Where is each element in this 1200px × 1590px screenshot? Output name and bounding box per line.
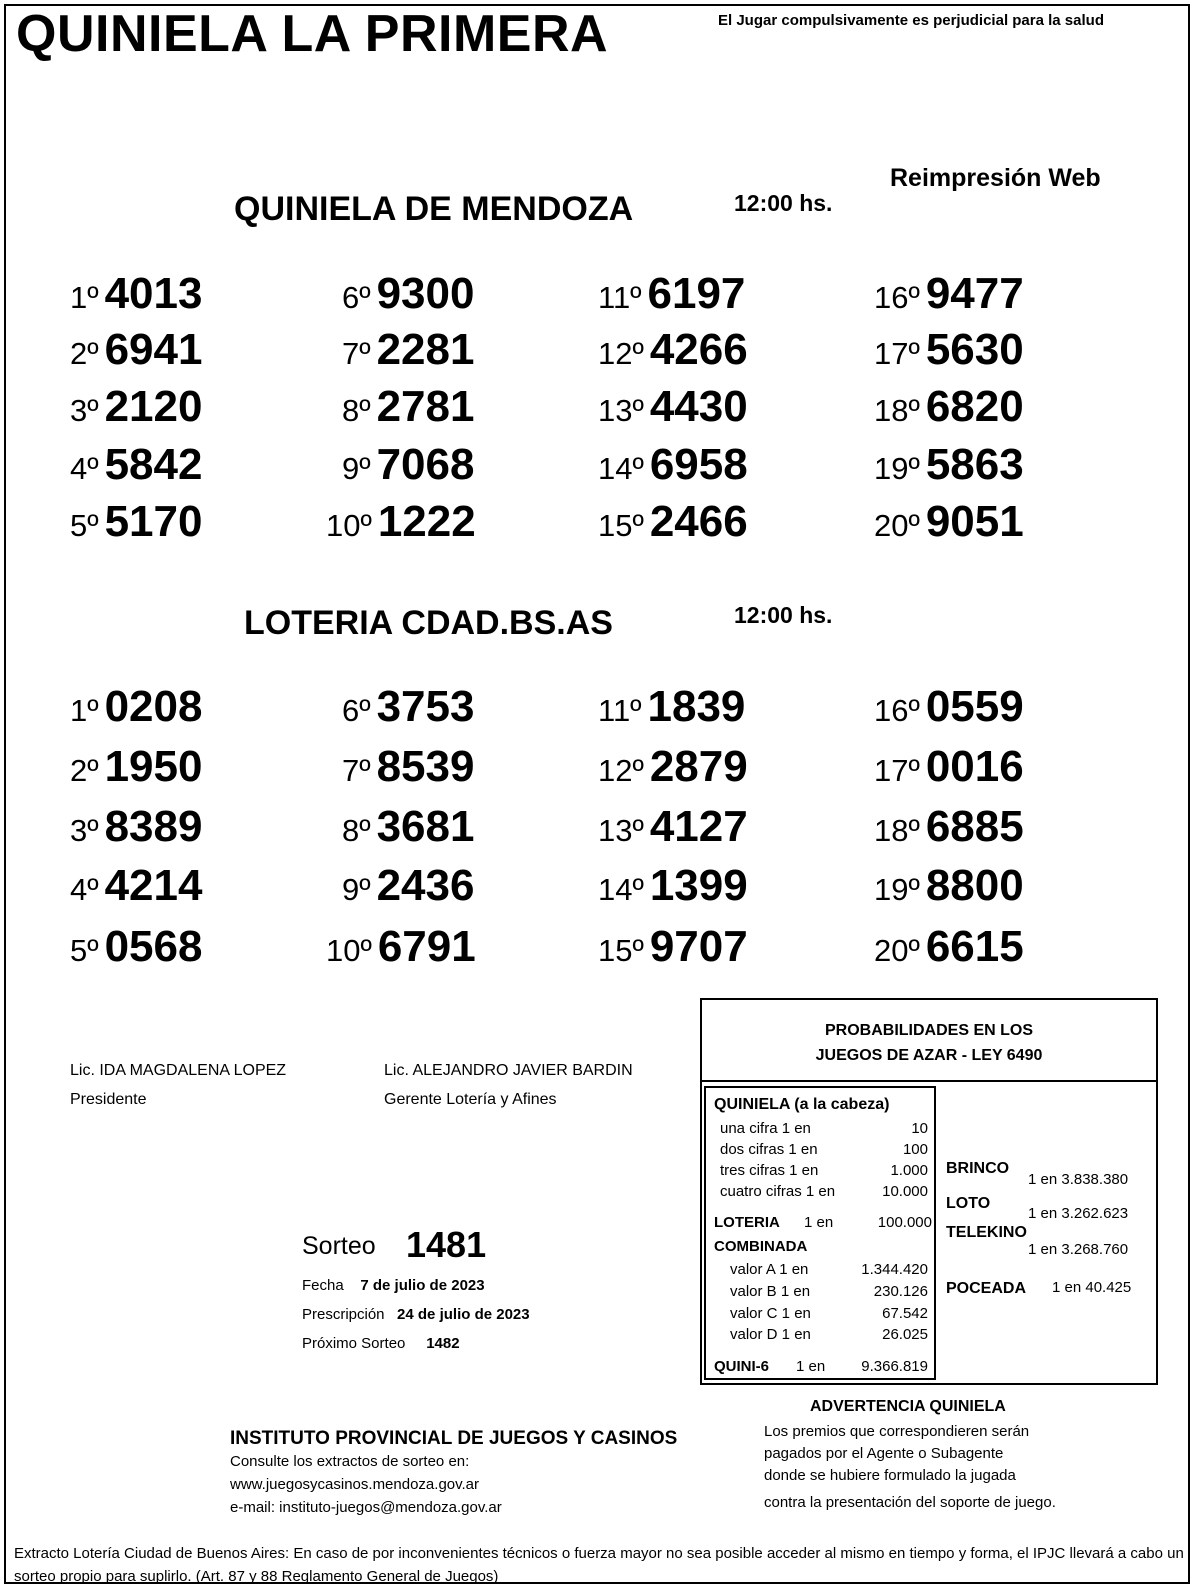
position-label: 18º	[874, 393, 920, 428]
reprint-label: Reimpresión Web	[890, 164, 1101, 192]
position-label: 12º	[598, 336, 644, 371]
result-number: 6941	[104, 325, 203, 374]
result-number: 6958	[649, 440, 748, 489]
combinada-row-3-value: 67.542	[882, 1305, 928, 1322]
loteria-result-11	[598, 682, 746, 731]
fecha-value: 7 de julio de 2023	[360, 1277, 485, 1294]
signature-2-role: Gerente Lotería y Afines	[384, 1091, 557, 1108]
loteria-result-16	[874, 682, 1024, 731]
prescripcion-label: Prescripción	[302, 1306, 385, 1323]
loteria-prob-label: LOTERIA	[714, 1214, 780, 1231]
result-number: 1950	[104, 742, 203, 791]
telekino-value: 1 en 3.268.760	[1028, 1241, 1129, 1258]
loteria-result-10	[326, 922, 476, 971]
quiniela-row-1-value: 10	[911, 1120, 928, 1137]
result-number: 2436	[376, 861, 475, 910]
position-label: 2º	[70, 336, 99, 371]
position-label: 7º	[342, 336, 371, 371]
poceada-label: POCEADA	[946, 1280, 1027, 1297]
fecha-line	[302, 1277, 485, 1294]
signature-1-role: Presidente	[70, 1091, 147, 1108]
result-number: 1399	[649, 861, 748, 910]
position-label: 19º	[874, 872, 920, 907]
position-label: 4º	[70, 872, 99, 907]
combinada-row-2-value: 230.126	[873, 1283, 928, 1300]
advertencia-line-2: pagados por el Agente o Subagente	[764, 1445, 1004, 1462]
mendoza-result-19	[874, 440, 1024, 489]
loteria-title: LOTERIA CDAD.BS.AS	[244, 604, 613, 642]
position-label: 8º	[342, 813, 371, 848]
result-number: 8539	[376, 742, 475, 791]
loteria-result-7	[342, 742, 475, 791]
position-label: 10º	[326, 933, 372, 968]
quiniela-row-4-label: cuatro cifras 1 en	[720, 1183, 836, 1200]
result-number: 9300	[376, 269, 475, 318]
position-label: 11º	[598, 693, 642, 728]
mendoza-result-13	[598, 382, 748, 431]
result-number: 1222	[377, 497, 476, 546]
position-label: 4º	[70, 451, 99, 486]
mendoza-result-5	[70, 497, 203, 546]
combinada-title: COMBINADA	[714, 1238, 808, 1255]
result-number: 5842	[104, 440, 203, 489]
position-label: 1º	[70, 693, 99, 728]
institute-website: www.juegosycasinos.mendoza.gov.ar	[230, 1476, 480, 1493]
position-label: 5º	[70, 508, 99, 543]
quini6-value: 9.366.819	[861, 1358, 928, 1375]
probabilities-title-2: JUEGOS DE AZAR - LEY 6490	[815, 1047, 1043, 1064]
combinada-row-1-label: valor A 1 en	[730, 1261, 809, 1278]
position-label: 6º	[342, 280, 371, 315]
result-number: 3753	[376, 682, 475, 731]
proximo-value: 1482	[426, 1335, 460, 1352]
loto-value: 1 en 3.262.623	[1028, 1205, 1129, 1222]
mendoza-result-3	[70, 382, 203, 431]
loteria-result-8	[342, 802, 475, 851]
loteria-result-6	[342, 682, 475, 731]
loteria-result-15	[598, 922, 748, 971]
position-label: 3º	[70, 813, 99, 848]
position-label: 19º	[874, 451, 920, 486]
result-number: 1839	[647, 682, 746, 731]
position-label: 9º	[342, 451, 371, 486]
loteria-prob-value: 100.000	[877, 1214, 932, 1231]
sorteo-label: Sorteo	[302, 1232, 376, 1260]
position-label: 9º	[342, 872, 371, 907]
position-label: 16º	[874, 280, 920, 315]
position-label: 18º	[874, 813, 920, 848]
position-label: 16º	[874, 693, 920, 728]
telekino-label: TELEKINO	[946, 1224, 1027, 1241]
mendoza-result-4	[70, 440, 203, 489]
position-label: 10º	[326, 508, 372, 543]
position-label: 14º	[598, 872, 644, 907]
result-number: 0208	[104, 682, 203, 731]
result-number: 2281	[376, 325, 475, 374]
mendoza-result-8	[342, 382, 475, 431]
result-number: 4013	[104, 269, 203, 318]
result-number: 9707	[649, 922, 748, 971]
mendoza-result-6	[342, 269, 475, 318]
advertencia-line-1: Los premios que correspondieren serán	[764, 1423, 1030, 1440]
position-label: 17º	[874, 753, 920, 788]
combinada-row-3-label: valor C 1 en	[730, 1305, 811, 1322]
result-number: 6885	[925, 802, 1024, 851]
result-number: 2879	[649, 742, 748, 791]
signature-2-name: Lic. ALEJANDRO JAVIER BARDIN	[384, 1062, 633, 1079]
probabilities-left-panel	[704, 1086, 936, 1380]
loteria-result-2	[70, 742, 203, 791]
mendoza-result-10	[326, 497, 476, 546]
mendoza-result-17	[874, 325, 1024, 374]
mendoza-result-14	[598, 440, 748, 489]
mendoza-result-7	[342, 325, 475, 374]
result-number: 9051	[925, 497, 1024, 546]
result-number: 2120	[104, 382, 203, 431]
result-number: 0568	[104, 922, 203, 971]
mendoza-result-18	[874, 382, 1024, 431]
position-label: 14º	[598, 451, 644, 486]
result-number: 5630	[925, 325, 1024, 374]
result-number: 0016	[925, 742, 1024, 791]
position-label: 12º	[598, 753, 644, 788]
quini6-mid: 1 en	[796, 1358, 826, 1375]
position-label: 20º	[874, 508, 920, 543]
quiniela-row-3-label: tres cifras 1 en	[720, 1162, 819, 1179]
result-number: 4127	[649, 802, 748, 851]
position-label: 13º	[598, 813, 644, 848]
loteria-result-13	[598, 802, 748, 851]
probabilities-box	[700, 998, 1158, 1385]
poceada-value: 1 en 40.425	[1052, 1279, 1132, 1296]
mendoza-result-2	[70, 325, 203, 374]
prescripcion-value: 24 de julio de 2023	[397, 1306, 530, 1323]
quiniela-row-2-label: dos cifras 1 en	[720, 1141, 818, 1158]
signature-1-name: Lic. IDA MAGDALENA LOPEZ	[70, 1062, 287, 1079]
result-number: 8389	[104, 802, 203, 851]
mendoza-title: QUINIELA DE MENDOZA	[234, 190, 634, 228]
position-label: 7º	[342, 753, 371, 788]
brinco-label: BRINCO	[946, 1160, 1010, 1177]
advertencia-line-4: contra la presentación del soporte de juego.	[764, 1494, 1056, 1511]
position-label: 15º	[598, 933, 644, 968]
position-label: 20º	[874, 933, 920, 968]
advertencia-line-3: donde se hubiere formulado la jugada	[764, 1467, 1016, 1484]
brinco-value: 1 en 3.838.380	[1028, 1171, 1129, 1188]
position-label: 3º	[70, 393, 99, 428]
loteria-result-20	[874, 922, 1024, 971]
advertencia-title: ADVERTENCIA QUINIELA	[810, 1398, 1006, 1415]
position-label: 5º	[70, 933, 99, 968]
sorteo-number: 1481	[406, 1224, 487, 1265]
result-number: 3681	[376, 802, 475, 851]
combinada-row-4-value: 26.025	[882, 1326, 928, 1343]
result-number: 7068	[376, 440, 475, 489]
health-warning: El Jugar compulsivamente es perjudicial para la salud	[718, 12, 1104, 29]
mendoza-result-15	[598, 497, 748, 546]
loteria-result-14	[598, 861, 748, 910]
position-label: 11º	[598, 280, 642, 315]
loteria-time: 12:00 hs.	[734, 602, 833, 628]
page-title: QUINIELA LA PRIMERA	[16, 5, 609, 63]
position-label: 2º	[70, 753, 99, 788]
loteria-result-12	[598, 742, 748, 791]
result-number: 4266	[649, 325, 748, 374]
combinada-row-4-label: valor D 1 en	[730, 1326, 811, 1343]
loteria-result-9	[342, 861, 475, 910]
proximo-line	[302, 1335, 460, 1352]
result-number: 4430	[649, 382, 748, 431]
loteria-result-3	[70, 802, 203, 851]
quiniela-row-3-value: 1.000	[890, 1162, 928, 1179]
mendoza-result-20	[874, 497, 1024, 546]
position-label: 8º	[342, 393, 371, 428]
result-number: 5863	[925, 440, 1024, 489]
loteria-result-5	[70, 922, 203, 971]
quini6-label: QUINI-6	[714, 1358, 770, 1375]
fecha-label: Fecha	[302, 1277, 344, 1294]
institute-name: INSTITUTO PROVINCIAL DE JUEGOS Y CASINOS	[230, 1428, 678, 1449]
result-number: 6197	[647, 269, 746, 318]
combinada-row-2-label: valor B 1 en	[730, 1283, 811, 1300]
quiniela-row-1-label: una cifra 1 en	[720, 1120, 811, 1137]
result-number: 6615	[925, 922, 1024, 971]
loteria-prob-mid: 1 en	[804, 1214, 834, 1231]
position-label: 15º	[598, 508, 644, 543]
probabilities-title-1: PROBABILIDADES EN LOS	[824, 1022, 1033, 1039]
quiniela-row-2-value: 100	[902, 1141, 928, 1158]
mendoza-result-16	[874, 269, 1024, 318]
mendoza-result-12	[598, 325, 748, 374]
position-label: 1º	[70, 280, 99, 315]
mendoza-time: 12:00 hs.	[734, 190, 833, 216]
proximo-label: Próximo Sorteo	[302, 1335, 406, 1352]
result-number: 0559	[925, 682, 1024, 731]
loteria-result-18	[874, 802, 1024, 851]
loteria-result-17	[874, 742, 1024, 791]
mendoza-result-1	[70, 269, 203, 318]
loteria-result-4	[70, 861, 203, 910]
result-number: 8800	[925, 861, 1024, 910]
combinada-row-1-value: 1.344.420	[861, 1261, 928, 1278]
result-number: 2466	[649, 497, 748, 546]
quiniela-row-4-value: 10.000	[882, 1183, 928, 1200]
result-number: 5170	[104, 497, 203, 546]
result-number: 6791	[377, 922, 476, 971]
mendoza-result-9	[342, 440, 475, 489]
footer-note: Extracto Lotería Ciudad de Buenos Aires: En caso de por inconvenientes técnicos o fuerza mayor no sea posible acceder al mismo en tiempo y forma, el IPJC llevará a cabo un sorteo propio para suplirlo. (Art. 87 y 88 Reglamento General de Juegos)	[14, 1545, 1184, 1585]
result-number: 2781	[376, 382, 475, 431]
result-number: 6820	[925, 382, 1024, 431]
loteria-result-19	[874, 861, 1024, 910]
prescripcion-line	[302, 1306, 530, 1323]
probabilities-header	[702, 1000, 1156, 1082]
position-label: 13º	[598, 393, 644, 428]
loto-label: LOTO	[946, 1195, 991, 1212]
institute-email: e-mail: instituto-juegos@mendoza.gov.ar	[230, 1499, 502, 1516]
result-number: 9477	[925, 269, 1024, 318]
position-label: 6º	[342, 693, 371, 728]
position-label: 17º	[874, 336, 920, 371]
mendoza-result-11	[598, 269, 746, 318]
result-number: 4214	[104, 861, 203, 910]
loteria-result-1	[70, 682, 203, 731]
quiniela-prob-title: QUINIELA (a la cabeza)	[714, 1096, 890, 1113]
institute-line-1: Consulte los extractos de sorteo en:	[230, 1453, 470, 1470]
